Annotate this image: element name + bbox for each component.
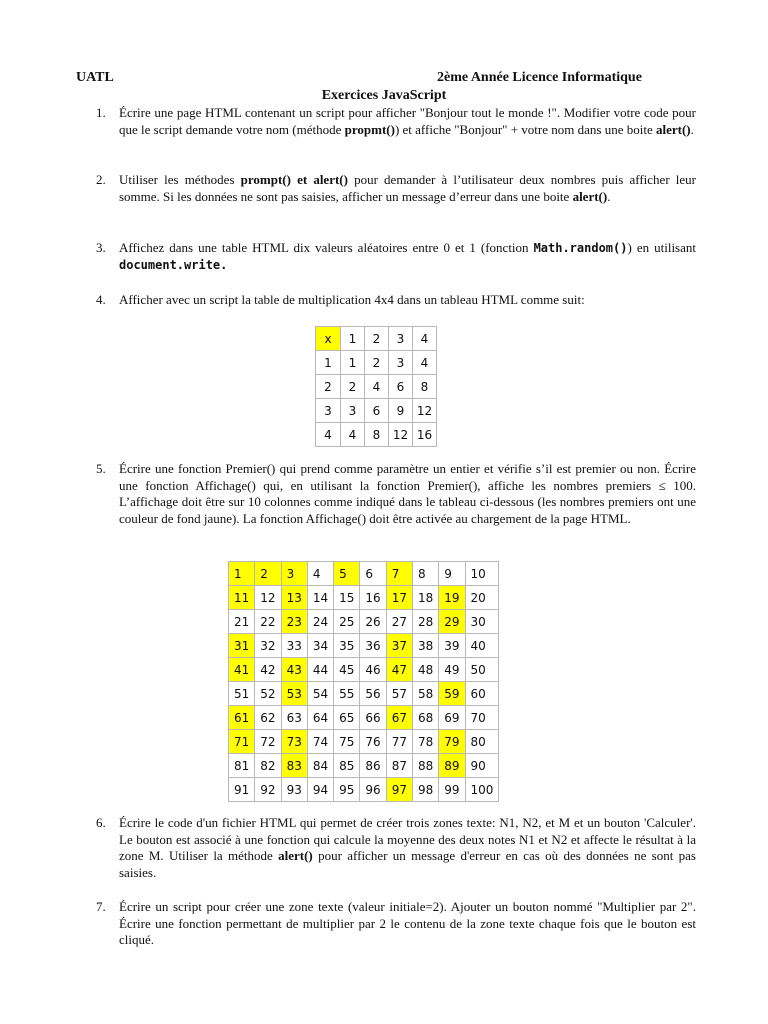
- prime-cell: 3: [281, 562, 307, 586]
- table-cell: 8: [365, 423, 389, 447]
- table-cell: 81: [229, 754, 255, 778]
- table-cell: 26: [360, 610, 386, 634]
- table-cell: 44: [307, 658, 333, 682]
- exercise-5: [96, 461, 696, 527]
- exercise-text: [119, 172, 696, 205]
- table-cell: 74: [307, 730, 333, 754]
- table-cell: 16: [413, 423, 437, 447]
- table-cell: 94: [307, 778, 333, 802]
- table-cell: 78: [412, 730, 438, 754]
- table-cell: 65: [334, 706, 360, 730]
- table-cell: x: [316, 327, 341, 351]
- table-cell: 57: [386, 682, 412, 706]
- table-cell: 24: [307, 610, 333, 634]
- exercise-6: [96, 815, 696, 881]
- exercise-text-fragment: alert(): [572, 188, 608, 204]
- table-cell: 8: [413, 375, 437, 399]
- exercise-text-fragment: Afficher avec un script la table de multiplication 4x4 dans un tableau HTML comme suit:: [119, 292, 585, 307]
- course-level: 2ème Année Licence Informatique: [437, 70, 642, 85]
- prime-cell: 53: [281, 682, 307, 706]
- table-cell: 1: [316, 351, 341, 375]
- exercise-text-fragment: Écrire une page HTML contenant un script pour afficher "Bonjour tout le monde !". Modifier votre code pour que le script demande votre nom (méthode: [119, 105, 696, 137]
- prime-cell: 1: [229, 562, 255, 586]
- table-cell: 16: [360, 586, 386, 610]
- table-cell: 2: [316, 375, 341, 399]
- table-cell: 4: [413, 351, 437, 375]
- table-cell: 49: [439, 658, 465, 682]
- exercise-text-fragment: Écrire une fonction Premier() qui prend comme paramètre un entier et vérifie s’il est premier ou non. Écrire une fonction Affichage() qui, en utilisant la fonction Premier(), affiche les nombres premiers ≤ 100. L’affichage doit être sur 10 colonnes comme indiqué dans le tableau ci-dessous (les nombres premiers ont une couleur de fond jaune). La fonction Affichage() doit être activée au chargement de la page HTML.: [119, 461, 696, 526]
- table-cell: 36: [360, 634, 386, 658]
- prime-cell: 79: [439, 730, 465, 754]
- table-cell: 76: [360, 730, 386, 754]
- exercise-2: [96, 172, 696, 205]
- institution-name: UATL: [76, 70, 114, 85]
- table-cell: 15: [334, 586, 360, 610]
- table-cell: 2: [365, 327, 389, 351]
- table-cell: 4: [341, 423, 365, 447]
- table-row: [229, 562, 499, 586]
- table-cell: 12: [389, 423, 413, 447]
- table-cell: 6: [365, 399, 389, 423]
- prime-cell: 13: [281, 586, 307, 610]
- table-cell: 50: [465, 658, 499, 682]
- table-cell: 91: [229, 778, 255, 802]
- table-row: [229, 730, 499, 754]
- exercise-text-fragment: pour demander à l’utilisateur deux nombres puis afficher leur somme. Si les données ne sont pas saisies, afficher un message d’erreur dans une boite: [119, 172, 696, 204]
- table-row: [229, 682, 499, 706]
- table-cell: 9: [389, 399, 413, 423]
- table-cell: 52: [255, 682, 281, 706]
- exercise-number: 2.: [96, 172, 106, 187]
- table-cell: 12: [413, 399, 437, 423]
- table-cell: 22: [255, 610, 281, 634]
- table-header-row: [316, 327, 437, 351]
- table-cell: 100: [465, 778, 499, 802]
- table-cell: 72: [255, 730, 281, 754]
- table-row: [316, 399, 437, 423]
- table-row: [316, 351, 437, 375]
- table-cell: 4: [316, 423, 341, 447]
- table-cell: 80: [465, 730, 499, 754]
- exercise-text-fragment: alert(): [278, 848, 313, 863]
- prime-cell: 19: [439, 586, 465, 610]
- exercise-text-fragment: Math.random(): [533, 241, 628, 255]
- exercise-number: 6.: [96, 815, 106, 830]
- prime-cell: 71: [229, 730, 255, 754]
- table-cell: 8: [412, 562, 438, 586]
- table-row: [229, 658, 499, 682]
- prime-cell: 23: [281, 610, 307, 634]
- table-cell: 90: [465, 754, 499, 778]
- table-cell: 54: [307, 682, 333, 706]
- exercise-number: 1.: [96, 105, 106, 120]
- table-cell: 30: [465, 610, 499, 634]
- table-cell: 35: [334, 634, 360, 658]
- table-cell: 6: [389, 375, 413, 399]
- exercise-text-fragment: .: [607, 188, 611, 204]
- table-cell: 3: [341, 399, 365, 423]
- table-cell: 99: [439, 778, 465, 802]
- table-cell: 45: [334, 658, 360, 682]
- table-cell: 70: [465, 706, 499, 730]
- prime-cell: 47: [386, 658, 412, 682]
- prime-cell: 89: [439, 754, 465, 778]
- exercise-text: [119, 461, 696, 527]
- exercise-text-fragment: Utiliser les méthodes: [119, 172, 241, 187]
- table-row: [316, 423, 437, 447]
- table-cell: 1: [341, 351, 365, 375]
- table-cell: 51: [229, 682, 255, 706]
- multiplication-table: [315, 326, 437, 447]
- table-cell: 27: [386, 610, 412, 634]
- table-row: [229, 706, 499, 730]
- prime-cell: 97: [386, 778, 412, 802]
- exercise-text-fragment: prompt() et alert(): [240, 172, 348, 187]
- prime-cell: 31: [229, 634, 255, 658]
- table-cell: 39: [439, 634, 465, 658]
- table-cell: 2: [365, 351, 389, 375]
- table-cell: 46: [360, 658, 386, 682]
- table-row: [229, 586, 499, 610]
- table-cell: 68: [412, 706, 438, 730]
- exercise-text: [119, 105, 696, 138]
- exercise-text: [119, 899, 696, 949]
- prime-cell: 83: [281, 754, 307, 778]
- table-cell: 42: [255, 658, 281, 682]
- prime-cell: 59: [439, 682, 465, 706]
- table-row: [229, 634, 499, 658]
- exercise-text-fragment: ) en utilisant: [627, 240, 696, 255]
- table-row: [316, 375, 437, 399]
- table-cell: 6: [360, 562, 386, 586]
- exercise-text-fragment: alert(): [655, 121, 691, 137]
- exercise-text-fragment: ) et affiche "Bonjour" + votre nom dans une boite: [394, 121, 656, 137]
- table-cell: 38: [412, 634, 438, 658]
- table-cell: 95: [334, 778, 360, 802]
- table-cell: 48: [412, 658, 438, 682]
- table-cell: 92: [255, 778, 281, 802]
- table-cell: 60: [465, 682, 499, 706]
- exercise-number: 5.: [96, 461, 106, 476]
- exercise-number: 4.: [96, 292, 106, 307]
- table-cell: 33: [281, 634, 307, 658]
- table-cell: 56: [360, 682, 386, 706]
- prime-cell: 43: [281, 658, 307, 682]
- table-row: [229, 754, 499, 778]
- exercise-text: [119, 240, 696, 273]
- exercise-text-fragment: Affichez dans une table HTML dix valeurs aléatoires entre 0 et 1 (fonction: [119, 240, 534, 255]
- table-cell: 1: [341, 327, 365, 351]
- table-cell: 87: [386, 754, 412, 778]
- table-cell: 82: [255, 754, 281, 778]
- exercise-3: [96, 240, 696, 273]
- table-cell: 28: [412, 610, 438, 634]
- exercise-1: [96, 105, 696, 138]
- table-cell: 3: [389, 327, 413, 351]
- table-cell: 12: [255, 586, 281, 610]
- table-cell: 3: [316, 399, 341, 423]
- prime-cell: 73: [281, 730, 307, 754]
- exercise-7: [96, 899, 696, 949]
- table-row: [229, 610, 499, 634]
- table-cell: 55: [334, 682, 360, 706]
- exercise-number: 7.: [96, 899, 106, 914]
- table-cell: 93: [281, 778, 307, 802]
- table-cell: 88: [412, 754, 438, 778]
- table-cell: 4: [365, 375, 389, 399]
- prime-cell: 11: [229, 586, 255, 610]
- table-cell: 77: [386, 730, 412, 754]
- table-cell: 75: [334, 730, 360, 754]
- prime-cell: 17: [386, 586, 412, 610]
- prime-cell: 7: [386, 562, 412, 586]
- exercise-number: 3.: [96, 240, 106, 255]
- exercise-4: [96, 292, 696, 309]
- exercise-text: [119, 815, 696, 881]
- prime-cell: 37: [386, 634, 412, 658]
- table-cell: 85: [334, 754, 360, 778]
- table-cell: 32: [255, 634, 281, 658]
- prime-cell: 2: [255, 562, 281, 586]
- table-cell: 96: [360, 778, 386, 802]
- prime-cell: 29: [439, 610, 465, 634]
- table-cell: 4: [413, 327, 437, 351]
- table-cell: 2: [341, 375, 365, 399]
- prime-cell: 67: [386, 706, 412, 730]
- table-cell: 64: [307, 706, 333, 730]
- table-cell: 98: [412, 778, 438, 802]
- exercise-text-fragment: propmt(): [344, 121, 395, 137]
- exercise-text-fragment: document.write.: [119, 257, 228, 272]
- table-cell: 86: [360, 754, 386, 778]
- table-cell: 4: [307, 562, 333, 586]
- table-cell: 21: [229, 610, 255, 634]
- page-title: Exercices JavaScript: [321, 88, 447, 103]
- table-cell: 18: [412, 586, 438, 610]
- table-cell: 40: [465, 634, 499, 658]
- table-cell: 20: [465, 586, 499, 610]
- exercise-text-fragment: Écrire un script pour créer une zone texte (valeur initiale=2). Ajouter un bouton nommé "Multiplier par 2". Écrire une fonction permettant de multiplier par 2 le contenu de la zone texte chaque fois que le bouton est cliqué.: [119, 899, 696, 947]
- exercise-text: [119, 292, 696, 309]
- table-cell: 34: [307, 634, 333, 658]
- table-cell: 63: [281, 706, 307, 730]
- table-cell: 66: [360, 706, 386, 730]
- table-cell: 58: [412, 682, 438, 706]
- exercise-text-fragment: Écrire le code d'un fichier HTML qui permet de créer trois zones texte: N1, N2, et M et un bouton 'Calculer'. Le bouton est associé à une fonction qui calcule la moyenne des deux notes N1 et N2 et affecte le résultat à la zone M. Utiliser la méthode: [119, 815, 696, 863]
- table-cell: 14: [307, 586, 333, 610]
- table-cell: 3: [389, 351, 413, 375]
- prime-cell: 41: [229, 658, 255, 682]
- table-row: [229, 778, 499, 802]
- table-cell: 10: [465, 562, 499, 586]
- table-cell: 69: [439, 706, 465, 730]
- table-cell: 9: [439, 562, 465, 586]
- primes-table: [228, 561, 499, 802]
- table-cell: 62: [255, 706, 281, 730]
- prime-cell: 5: [334, 562, 360, 586]
- exercise-text-fragment: pour afficher un message d'erreur en cas où des données ne sont pas saisies.: [119, 848, 696, 880]
- prime-cell: 61: [229, 706, 255, 730]
- exercise-text-fragment: .: [690, 121, 694, 137]
- table-cell: 25: [334, 610, 360, 634]
- table-cell: 84: [307, 754, 333, 778]
